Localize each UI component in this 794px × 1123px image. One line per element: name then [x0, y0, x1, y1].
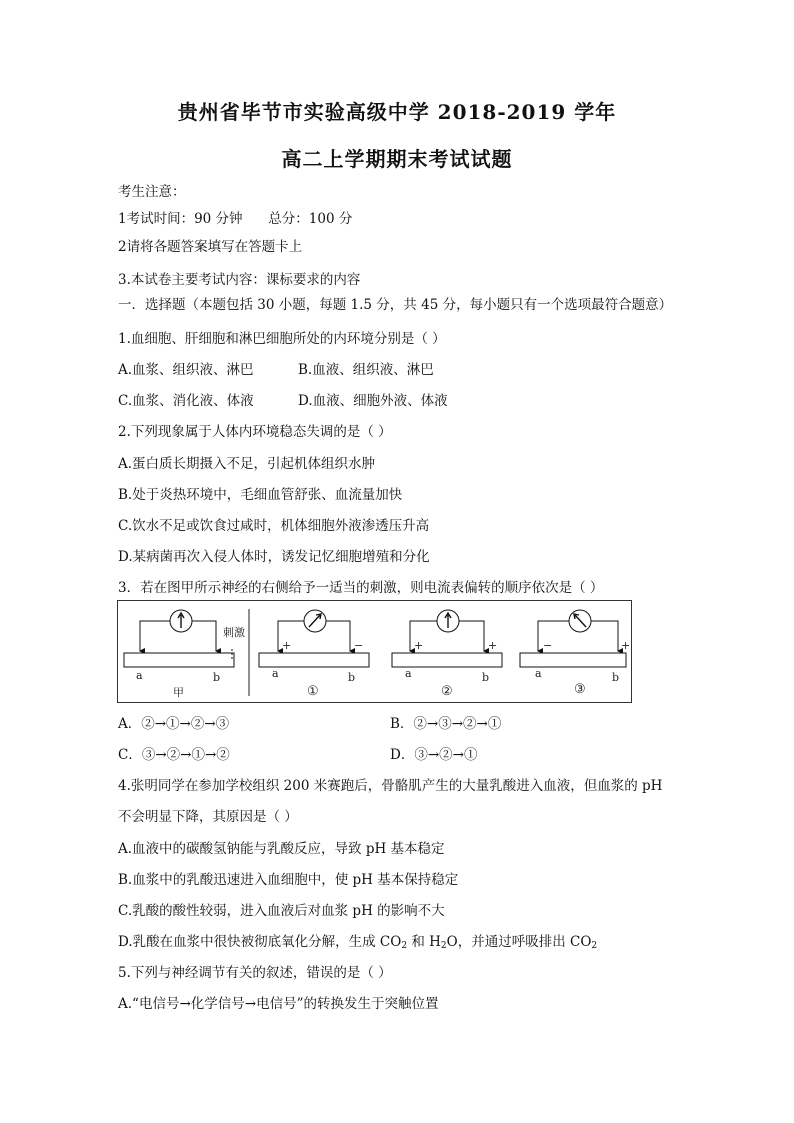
- q4-option-c: C.乳酸的酸性较弱，进入血液后对血浆 pH 的影响不大: [118, 903, 445, 919]
- nerve-fiber: [520, 653, 626, 667]
- q5-option-a: A.“电信号→化学信号→电信号”的转换发生于突触位置: [118, 996, 439, 1012]
- panel-label-1: ①: [307, 684, 319, 699]
- nerve-fiber: [124, 653, 234, 667]
- q4-stem-line2: 不会明显下降，其原因是（ ）: [118, 809, 298, 825]
- q3-option-a: A．②→①→②→③: [118, 716, 230, 732]
- electrode-b-wire: [459, 621, 484, 651]
- q4-option-d-sub1: 2: [401, 941, 408, 951]
- q2-option-d: D.某病菌再次入侵人体时，诱发记忆细胞增殖和分化: [118, 549, 430, 565]
- panel-label-jia: 甲: [173, 686, 184, 699]
- q4-stem-line1: 4.张明同学在参加学校组织 200 米赛跑后，骨骼肌产生的大量乳酸进入血液，但血浆的 pH: [118, 778, 663, 794]
- polarity-plus-right: +: [488, 639, 498, 652]
- nerve-fiber: [259, 653, 369, 667]
- exam-title-line1: 贵州省毕节市实验高级中学 2018-2019 学年: [177, 100, 617, 124]
- electrode-b-wire: [326, 621, 350, 651]
- q4-option-b: B.血浆中的乳酸迅速进入血细胞中，使 pH 基本保持稳定: [118, 872, 459, 888]
- q2-option-a: A.蛋白质长期摄入不足，引起机体组织水肿: [118, 456, 376, 472]
- panel-label-3: ③: [574, 682, 586, 697]
- notice-item-2: 2请将各题答案填写在答题卡上: [118, 239, 303, 255]
- polarity-minus: −: [543, 639, 553, 652]
- polarity-plus-left: +: [414, 639, 424, 652]
- electrode-a-wire: [140, 621, 170, 651]
- notice-item-1: 1考试时间：90 分钟 总分：100 分: [118, 211, 353, 227]
- section-heading: 一．选择题（本题包括 30 小题，每题 1.5 分，共 45 分，每小题只有一个选项最符合题意）: [118, 297, 673, 313]
- polarity-plus: +: [621, 639, 631, 652]
- point-a-label: a: [405, 667, 412, 680]
- q3-option-c: C．③→②→①→②: [118, 747, 230, 763]
- q4-option-d: [118, 930, 597, 951]
- polarity-minus: −: [354, 639, 364, 652]
- q4-option-d-sub2: 2: [440, 941, 447, 951]
- q1-option-d: D.血液、细胞外液、体液: [298, 393, 448, 409]
- exam-title-line2: 高二上学期期末考试试题: [281, 147, 513, 171]
- point-a-label: a: [272, 667, 279, 680]
- panel-label-2: ②: [441, 684, 453, 699]
- q1-option-c: C.血浆、消化液、体液: [118, 393, 254, 409]
- q4-option-a: A.血液中的碳酸氢钠能与乳酸反应，导致 pH 基本稳定: [118, 841, 445, 857]
- q3-nerve-diagram: [118, 601, 633, 704]
- q1-option-b: B.血液、组织液、淋巴: [298, 362, 434, 378]
- panel-jia: [124, 610, 245, 699]
- notice-item-3: 3.本试卷主要考试内容：课标要求的内容: [118, 272, 361, 288]
- q4-option-d-sub3: 2: [591, 941, 598, 951]
- point-b-label: b: [213, 671, 221, 684]
- q1-options-row2: [118, 389, 518, 409]
- point-a-label: a: [535, 667, 542, 680]
- q3-stem: 3．若在图甲所示神经的右侧给予一适当的刺激，则电流表偏转的顺序依次是（ ）: [118, 580, 604, 596]
- q3-option-d: D．③→②→①: [390, 747, 478, 763]
- q1-stem: 1.血细胞、肝细胞和淋巴细胞所处的内环境分别是（ ）: [118, 331, 446, 347]
- electrode-b-wire: [192, 621, 216, 651]
- q2-option-c: C.饮水不足或饮食过咸时，机体细胞外液渗透压升高: [118, 518, 430, 534]
- electrode-b-wire: [591, 621, 618, 651]
- q1-option-a: A.血浆、组织液、淋巴: [118, 362, 254, 378]
- q3-nerve-figure: [117, 600, 632, 703]
- notice-heading: 考生注意：: [118, 184, 186, 200]
- point-b-label: b: [348, 671, 356, 684]
- panel-3: [520, 610, 630, 697]
- q3-option-b: B．②→③→②→①: [390, 716, 502, 732]
- point-a-label: a: [136, 669, 143, 682]
- q4-option-d-part2: 和 H: [407, 934, 441, 950]
- panel-2: [392, 610, 502, 699]
- q2-stem: 2.下列现象属于人体内环境稳态失调的是（ ）: [118, 424, 392, 440]
- nerve-fiber: [392, 653, 502, 667]
- panel-1: [259, 610, 369, 699]
- q5-stem: 5.下列与神经调节有关的叙述，错误的是（ ）: [118, 965, 392, 981]
- q1-options-row1: [118, 358, 518, 378]
- polarity-plus: +: [282, 639, 292, 652]
- stimulus-label: 刺激: [223, 626, 245, 639]
- q4-option-d-part1: D.乳酸在血浆中很快被彻底氧化分解，生成 CO: [118, 934, 402, 950]
- q4-option-d-part3: O，并通过呼吸排出 CO: [446, 934, 592, 950]
- point-b-label: b: [482, 671, 490, 684]
- q2-option-b: B.处于炎热环境中，毛细血管舒张、血流量加快: [118, 487, 403, 503]
- point-b-label: b: [612, 671, 620, 684]
